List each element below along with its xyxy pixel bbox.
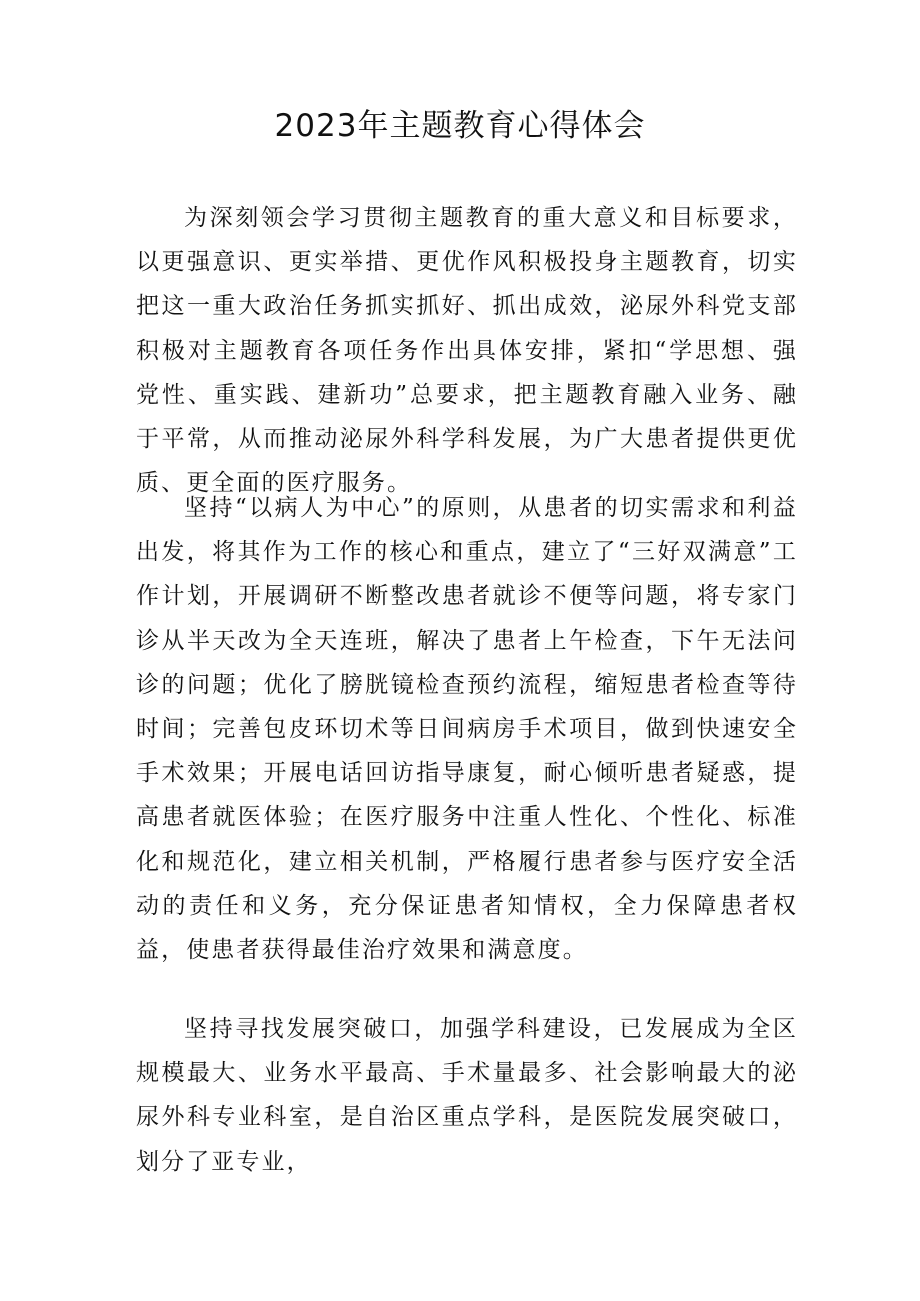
document-title: 2023年主题教育心得体会: [274, 108, 646, 144]
paragraph-discipline-development: 坚持寻找发展突破口，加强学科建设，已发展成为全区规模最大、业务水平最高、手术量最多、社会影响最大的泌尿外科专业科室，是自治区重点学科，是医院发展突破口，划分了亚专业，: [136, 1016, 798, 1175]
paragraph-intro: 为深刻领会学习贯彻主题教育的重大意义和目标要求，以更强意识、更实举措、更优作风积极投身主题教育，切实把这一重大政治任务抓实抓好、抓出成效，泌尿外科党支部积极对主题教育各项任务作出具体安排，紧扣“学思想、强党性、重实践、建新功”总要求，把主题教育融入业务、融于平常，从而推动泌尿外科学科发展，为广大患者提供更优质、更全面的医疗服务。: [136, 205, 798, 497]
paragraph-patient-centered: 坚持“以病人为中心”的原则，从患者的切实需求和利益出发，将其作为工作的核心和重点，建立了“三好双满意”工作计划，开展调研不断整改患者就诊不便等问题，将专家门诊从半天改为全天连班，解决了患者上午检查，下午无法问诊的问题；优化了膀胱镜检查预约流程，缩短患者检查等待时间；完善包皮环切术等日间病房手术项目，做到快速安全手术效果；开展电话回访指导康复，耐心倾听患者疑惑，提高患者就医体验；在医疗服务中注重人性化、个性化、标准化和规范化，建立相关机制，严格履行患者参与医疗安全活动的责任和义务，充分保证患者知情权，全力保障患者权益，使患者获得最佳治疗效果和满意度。: [136, 495, 798, 964]
